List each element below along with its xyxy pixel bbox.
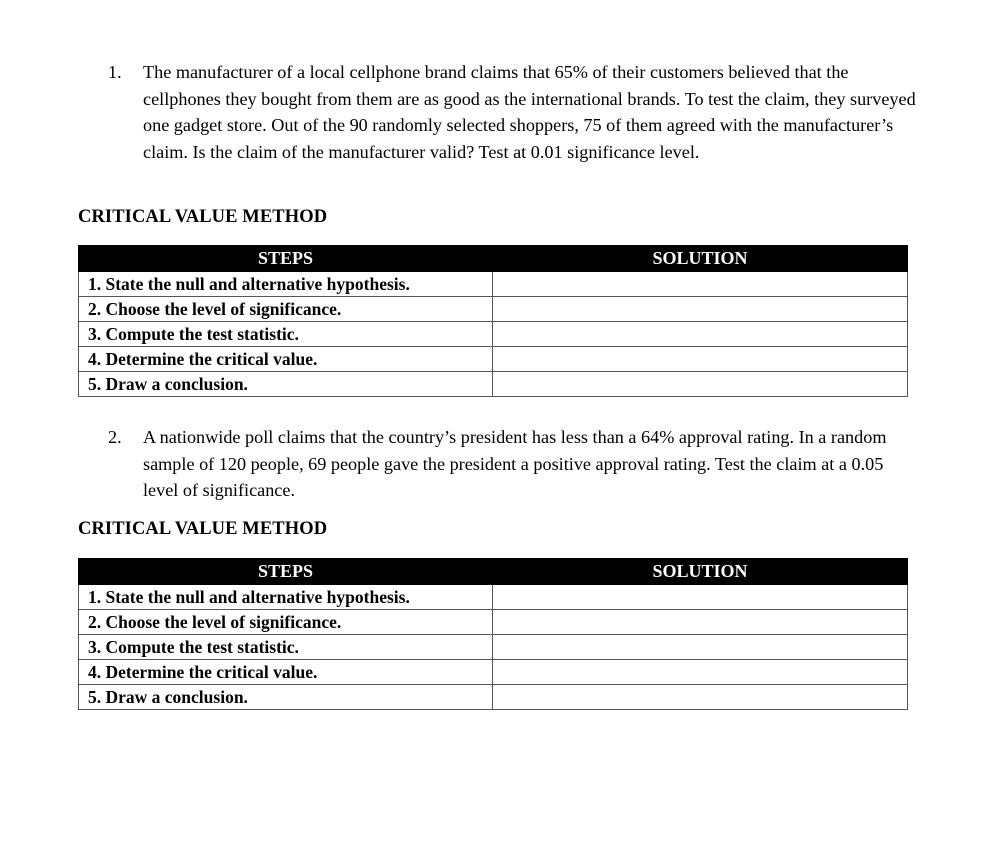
solution-cell[interactable] [493, 272, 908, 297]
step-cell: 2. Choose the level of significance. [79, 297, 493, 322]
solution-cell[interactable] [493, 297, 908, 322]
table-row [79, 272, 908, 297]
steps-column-header: STEPS [79, 246, 493, 272]
problem-1 [108, 59, 918, 165]
solution-cell[interactable] [493, 585, 908, 610]
step-cell: 3. Compute the test statistic. [79, 322, 493, 347]
problem-number: 1. [108, 62, 122, 82]
step-cell: 5. Draw a conclusion. [79, 685, 493, 710]
steps-column-header: STEPS [79, 559, 493, 585]
method-heading: CRITICAL VALUE METHOD [78, 207, 328, 227]
step-cell: 1. State the null and alternative hypothesis. [79, 585, 493, 610]
table-row [79, 660, 908, 685]
table-row [79, 585, 908, 610]
solution-cell[interactable] [493, 635, 908, 660]
solution-column-header: SOLUTION [493, 559, 908, 585]
problem-2 [108, 424, 918, 504]
table-row [79, 635, 908, 660]
step-cell: 1. State the null and alternative hypothesis. [79, 272, 493, 297]
table-row [79, 685, 908, 710]
step-cell: 3. Compute the test statistic. [79, 635, 493, 660]
solution-cell[interactable] [493, 322, 908, 347]
solution-column-header: SOLUTION [493, 246, 908, 272]
solution-cell[interactable] [493, 610, 908, 635]
method-heading: CRITICAL VALUE METHOD [78, 519, 328, 539]
table-header-row [79, 246, 908, 272]
steps-table [78, 558, 908, 710]
table-row [79, 372, 908, 397]
solution-cell[interactable] [493, 372, 908, 397]
solution-cell[interactable] [493, 685, 908, 710]
step-cell: 2. Choose the level of significance. [79, 610, 493, 635]
problem-text: A nationwide poll claims that the country’s president has less than a 64% approval rating. In a random sample of 120 people, 69 people gave the president a positive approval rating. Test the claim at a 0.05 level of significance. [143, 427, 887, 500]
step-cell: 4. Determine the critical value. [79, 347, 493, 372]
problem-text: The manufacturer of a local cellphone brand claims that 65% of their customers believed that the cellphones they bought from them are as good as the international brands. To test the claim, they surveyed one gadget store. Out of the 90 randomly selected shoppers, 75 of them agreed with the manufacturer’s claim. Is the claim of the manufacturer valid? Test at 0.01 significance level. [143, 62, 916, 162]
table-row [79, 347, 908, 372]
solution-cell[interactable] [493, 347, 908, 372]
table-header-row [79, 559, 908, 585]
solution-cell[interactable] [493, 660, 908, 685]
step-cell: 4. Determine the critical value. [79, 660, 493, 685]
problem-number: 2. [108, 427, 122, 447]
table-row [79, 297, 908, 322]
step-cell: 5. Draw a conclusion. [79, 372, 493, 397]
table-row [79, 610, 908, 635]
table-row [79, 322, 908, 347]
steps-table [78, 245, 908, 397]
